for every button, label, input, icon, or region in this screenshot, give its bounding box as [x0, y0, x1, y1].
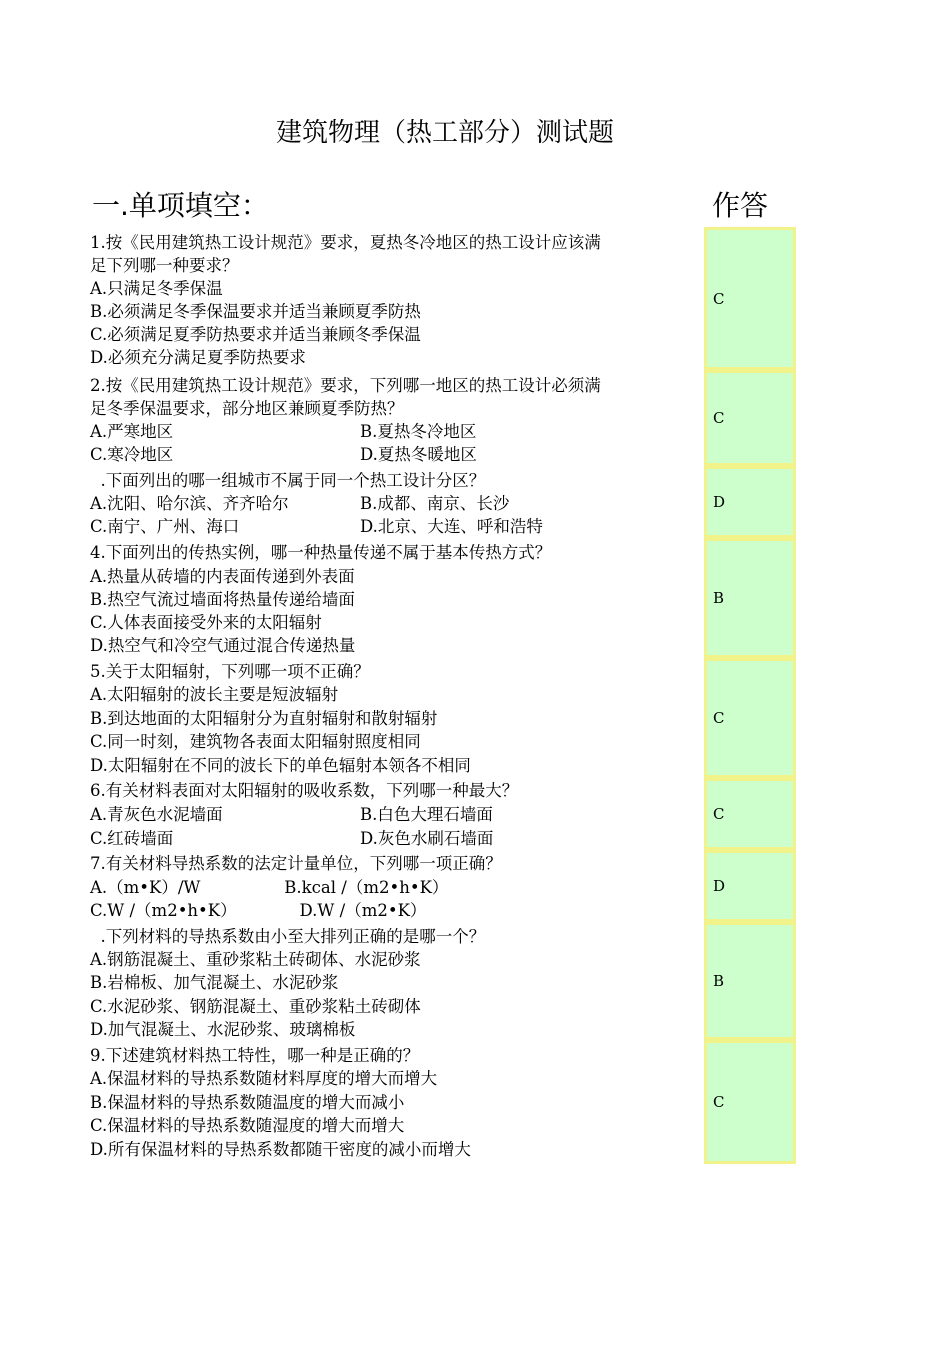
option-text-second-column: B.白色大理石墙面 — [360, 805, 493, 824]
question-text: A.青灰色水泥墙面 — [90, 805, 223, 824]
answer-cell[interactable] — [704, 778, 796, 850]
question-line — [90, 1115, 404, 1137]
question-line — [90, 493, 510, 515]
question-text: D.所有保温材料的导热系数都随干密度的减小而增大 — [90, 1140, 471, 1159]
question-text: .下列材料的导热系数由小至大排列正确的是哪一个？ — [90, 927, 486, 946]
question-line — [90, 1045, 419, 1067]
question-text: B.必须满足冬季保温要求并适当兼顾夏季防热 — [90, 302, 421, 321]
answer-column-heading: 作答 — [712, 189, 769, 222]
question-text: D.必须充分满足夏季防热要求 — [90, 348, 306, 367]
option-text-second-column: B.夏热冬冷地区 — [360, 422, 477, 441]
option-text-second-column: D.北京、大连、呼和浩特 — [360, 517, 543, 536]
question-line — [90, 589, 355, 611]
answer-cell[interactable] — [704, 370, 796, 466]
answer-value: C — [713, 409, 725, 427]
question-line — [90, 996, 421, 1018]
question-line — [90, 661, 370, 683]
answer-cell[interactable] — [704, 538, 796, 658]
question-line — [90, 949, 421, 971]
question-line — [90, 612, 322, 634]
question-line — [90, 780, 518, 802]
question-line — [90, 635, 355, 657]
answer-value: B — [713, 589, 725, 607]
question-line — [90, 232, 601, 254]
question-line — [90, 1092, 404, 1114]
question-text: .下面列出的哪一组城市不属于同一个热工设计分区？ — [90, 471, 486, 490]
question-text: A.严寒地区 — [90, 422, 174, 441]
answer-cell[interactable] — [704, 850, 796, 922]
question-text: C.水泥砂浆、钢筋混凝土、重砂浆粘土砖砌体 — [90, 997, 421, 1016]
answer-value: B — [713, 972, 725, 990]
question-line — [90, 1068, 437, 1090]
question-text: C.必须满足夏季防热要求并适当兼顾冬季保温 — [90, 325, 421, 344]
question-line — [90, 324, 421, 346]
option-text-second-column: B.成都、南京、长沙 — [360, 494, 510, 513]
question-line — [90, 278, 223, 300]
question-text: 9.下述建筑材料热工特性，哪一种是正确的？ — [90, 1046, 420, 1065]
answer-cell[interactable] — [704, 227, 796, 370]
question-line — [90, 1019, 355, 1041]
question-line — [90, 516, 543, 538]
answer-value: C — [713, 1093, 725, 1111]
question-text: D.热空气和冷空气通过混合传递热量 — [90, 636, 356, 655]
question-text: C.W /（m2•h•K） D.W /（m2•K） — [90, 901, 427, 920]
question-line — [90, 421, 477, 443]
question-line — [90, 731, 421, 753]
question-line — [90, 877, 448, 899]
question-text: D.加气混凝土、水泥砂浆、玻璃棉板 — [90, 1020, 356, 1039]
page-title: 建筑物理（热工部分）测试题 — [275, 118, 614, 148]
question-text: C.人体表面接受外来的太阳辐射 — [90, 613, 322, 632]
question-line — [90, 444, 477, 466]
answer-value: D — [713, 877, 726, 895]
question-text: C.南宁、广州、海口 — [90, 517, 240, 536]
question-line — [90, 398, 404, 420]
question-line — [90, 804, 493, 826]
question-text: A.保温材料的导热系数随材料厚度的增大而增大 — [90, 1069, 438, 1088]
question-line — [90, 972, 338, 994]
question-text: 足冬季保温要求，部分地区兼顾夏季防热？ — [90, 399, 404, 418]
question-text: 2.按《民用建筑热工设计规范》要求，下列哪一地区的热工设计必须满 — [90, 376, 601, 395]
answer-cell[interactable] — [704, 922, 796, 1040]
question-text: A.（m•K）/W B.kcal /（m2•h•K） — [90, 878, 449, 897]
question-text: 1.按《民用建筑热工设计规范》要求，夏热冬冷地区的热工设计应该满 — [90, 233, 601, 252]
question-line — [90, 828, 494, 850]
question-line — [90, 347, 306, 369]
question-text: B.保温材料的导热系数随温度的增大而减小 — [90, 1093, 405, 1112]
question-line — [90, 301, 421, 323]
question-line — [90, 542, 551, 564]
answer-cell[interactable] — [704, 1040, 796, 1164]
answer-cell[interactable] — [704, 466, 796, 538]
question-text: B.到达地面的太阳辐射分为直射辐射和散射辐射 — [90, 709, 438, 728]
question-line — [90, 900, 426, 922]
question-text: A.只满足冬季保温 — [90, 279, 223, 298]
question-text: A.钢筋混凝土、重砂浆粘土砖砌体、水泥砂浆 — [90, 950, 421, 969]
question-line — [90, 926, 485, 948]
question-line — [90, 255, 239, 277]
option-text-second-column: D.夏热冬暖地区 — [360, 445, 477, 464]
question-text: 7.有关材料导热系数的法定计量单位，下列哪一项正确？ — [90, 854, 502, 873]
question-line — [90, 684, 338, 706]
question-text: 5.关于太阳辐射，下列哪一项不正确？ — [90, 662, 370, 681]
option-text-second-column: D.灰色水刷石墙面 — [360, 829, 494, 848]
question-text: A.热量从砖墙的内表面传递到外表面 — [90, 567, 355, 586]
answer-value: C — [713, 805, 725, 823]
question-line — [90, 755, 471, 777]
section-heading: 一.单项填空： — [92, 189, 269, 222]
question-line — [90, 566, 355, 588]
question-text: A.沈阳、哈尔滨、齐齐哈尔 — [90, 494, 289, 513]
answer-cell[interactable] — [704, 658, 796, 778]
question-text: B.热空气流过墙面将热量传递给墙面 — [90, 590, 355, 609]
question-line — [90, 853, 502, 875]
question-text: D.太阳辐射在不同的波长下的单色辐射本领各不相同 — [90, 756, 471, 775]
question-text: A.太阳辐射的波长主要是短波辐射 — [90, 685, 339, 704]
question-text: C.同一时刻，建筑物各表面太阳辐射照度相同 — [90, 732, 421, 751]
question-line — [90, 708, 437, 730]
question-text: C.红砖墙面 — [90, 829, 174, 848]
question-line — [90, 1139, 471, 1161]
question-text: 4.下面列出的传热实例，哪一种热量传递不属于基本传热方式？ — [90, 543, 552, 562]
question-text: C.保温材料的导热系数随湿度的增大而增大 — [90, 1116, 405, 1135]
question-text: C.寒冷地区 — [90, 445, 174, 464]
question-line — [90, 375, 601, 397]
question-line — [90, 470, 485, 492]
question-text: B.岩棉板、加气混凝土、水泥砂浆 — [90, 973, 339, 992]
question-text: 6.有关材料表面对太阳辐射的吸收系数，下列哪一种最大？ — [90, 781, 519, 800]
answer-value: C — [713, 709, 725, 727]
answer-value: D — [713, 493, 726, 511]
answer-value: C — [713, 289, 725, 308]
question-text: 足下列哪一种要求？ — [90, 256, 239, 275]
